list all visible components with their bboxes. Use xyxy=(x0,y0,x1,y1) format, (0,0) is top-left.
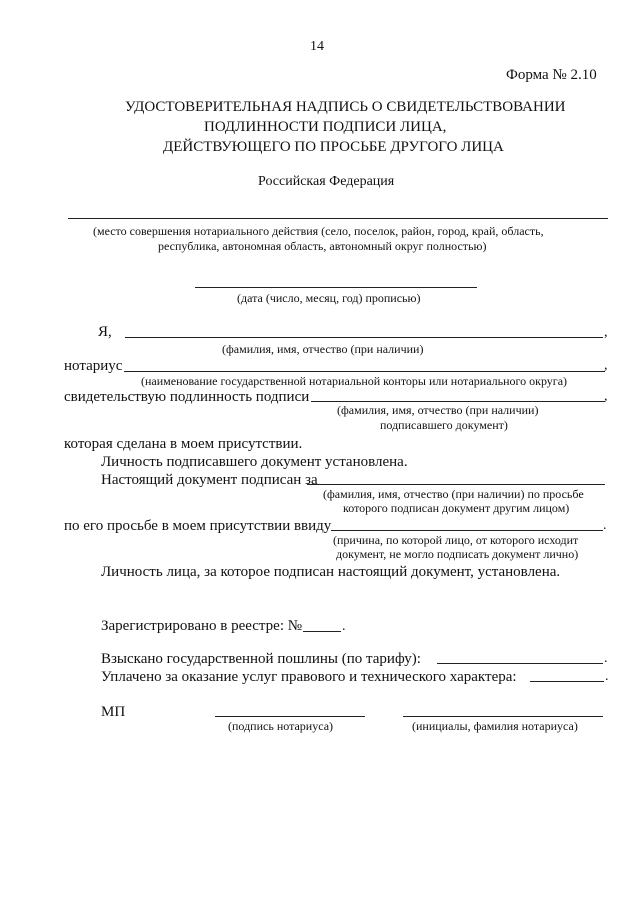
reason-hint-1: (причина, по которой лицо, от которого исходит xyxy=(333,533,579,547)
title-line-2: ПОДЛИННОСТИ ПОДПИСИ ЛИЦА, xyxy=(204,119,447,135)
registry-number-line[interactable] xyxy=(303,631,341,632)
signature-hint: (подпись нотариуса) xyxy=(228,719,334,733)
reason-dot: . xyxy=(603,518,607,533)
notary-comma: , xyxy=(604,358,608,373)
registry-label: Зарегистрировано в реестре: № xyxy=(101,618,303,634)
fee-field-line[interactable] xyxy=(437,663,603,664)
notary-hint: (наименование государственной нотариальной конторы или нотариального округа) xyxy=(141,374,568,388)
certify-hint-2: подписавшего документ) xyxy=(380,418,508,432)
certify-field-line[interactable] xyxy=(311,401,605,402)
title-line-3: ДЕЙСТВУЮЩЕГО ПО ПРОСЬБЕ ДРУГОГО ЛИЦА xyxy=(163,139,504,155)
reason-field-line[interactable] xyxy=(331,530,603,531)
name-hint: (фамилия, имя, отчество (при наличии) xyxy=(222,342,424,356)
certify-label: свидетельствую подлинность подписи xyxy=(64,389,310,405)
date-field-line[interactable] xyxy=(195,287,477,288)
reason-hint-2: документ, не могло подписать документ лично) xyxy=(336,547,579,561)
seal-label: МП xyxy=(101,704,126,720)
signed-for-label: Настоящий документ подписан за xyxy=(101,472,318,488)
certify-comma: , xyxy=(604,389,608,404)
notary-field-line[interactable] xyxy=(124,371,605,372)
country-name: Российская Федерация xyxy=(258,174,395,189)
place-hint-line-1: (место совершения нотариального действия (село, поселок, район, город, край, область, xyxy=(93,224,544,238)
signed-for-field-line[interactable] xyxy=(307,484,605,485)
initials-hint: (инициалы, фамилия нотариуса) xyxy=(412,719,578,733)
certify-hint-1: (фамилия, имя, отчество (при наличии) xyxy=(337,403,539,417)
notary-label: нотариус xyxy=(64,358,123,374)
registry-dot: . xyxy=(342,619,346,634)
initials-field-line[interactable] xyxy=(403,716,603,717)
signed-for-hint-1: (фамилия, имя, отчество (при наличии) по просьбе xyxy=(323,487,584,501)
form-number: Форма № 2.10 xyxy=(506,67,597,83)
fee-dot: . xyxy=(604,651,608,666)
name-field-line[interactable] xyxy=(125,337,603,338)
ya-label: Я, xyxy=(98,324,112,340)
reason-label: по его просьбе в моем присутствии ввиду xyxy=(64,518,332,534)
name-comma: , xyxy=(604,325,608,340)
title-line-1: УДОСТОВЕРИТЕЛЬНАЯ НАДПИСЬ О СВИДЕТЕЛЬСТВОВАНИИ xyxy=(125,99,566,115)
identity-person-text: Личность лица, за которое подписан настоящий документ, установлена. xyxy=(101,564,561,580)
paid-dot: . xyxy=(605,669,609,684)
identity-signer-text: Личность подписавшего документ установлена. xyxy=(101,454,408,470)
page-number: 14 xyxy=(310,39,324,54)
place-field-line[interactable] xyxy=(68,218,608,219)
signature-field-line[interactable] xyxy=(215,716,365,717)
place-hint-line-2: республика, автономная область, автономный округ полностью) xyxy=(158,239,487,253)
fee-label: Взыскано государственной пошлины (по тарифу): xyxy=(101,651,421,667)
presence-text: которая сделана в моем присутствии. xyxy=(64,436,303,452)
date-hint: (дата (число, месяц, год) прописью) xyxy=(237,291,421,305)
paid-field-line[interactable] xyxy=(530,681,604,682)
paid-label: Уплачено за оказание услуг правового и технического характера: xyxy=(101,669,517,685)
signed-for-hint-2: которого подписан документ другим лицом) xyxy=(343,501,570,515)
